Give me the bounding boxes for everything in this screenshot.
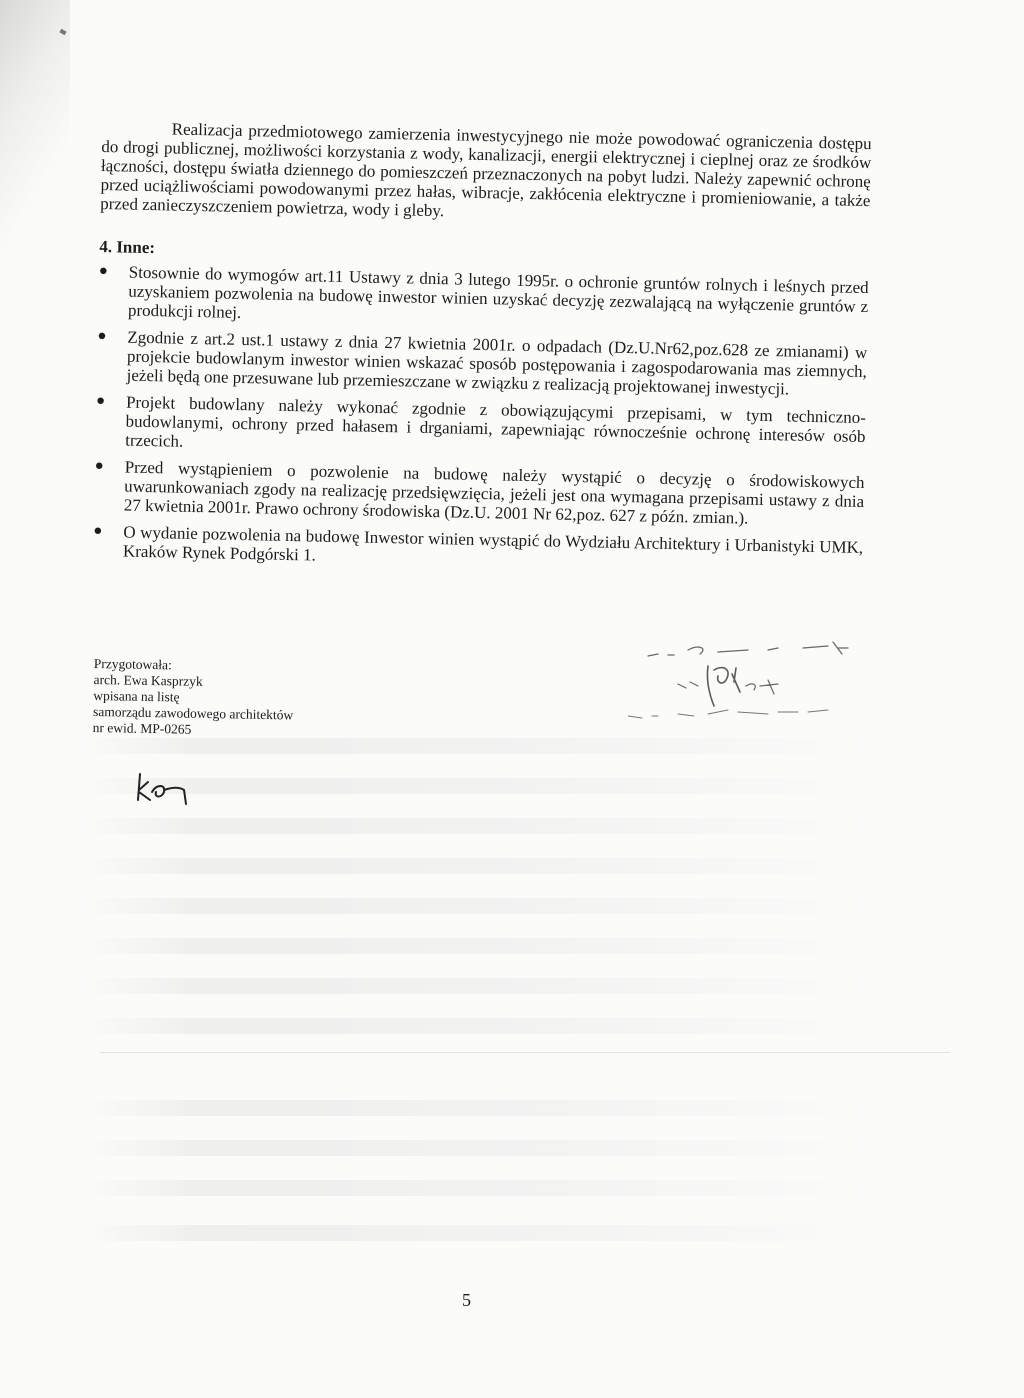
official-stamp-signature [628,636,858,736]
list-item-text: Zgodnie z art.2 ust.1 ustawy z dnia 27 kwietnia 2001r. o odpadach (Dz.U.Nr62,poz.628 ze zmianami) w projekcie budowlanym inwestor winien wskazać sposób postępowania i zagospodarowania mas ziemnych, jeżeli będą one przesuwane lub przemieszczane w związku z realizacją projektowanej inwestycji. [126,327,868,399]
bleed-through [80,1100,880,1116]
intro-paragraph: Realizacja przedmiotowego zamierzenia inwestycyjnego nie może powodować ograniczenia dostępu do drogi publicznej, możliwości korzystania z wody, kanalizacji, energii elektrycznej i cieplnej oraz ze środków łączności, dostępu światła dziennego do pomieszczeń przeznaczonych na pobyt ludzi. Należy zapewnić ochronę przed uciążliwościami powodowanymi przez hałas, wibracje, zakłócenia elektryczne i promieniowanie, a także przed zanieczyszczeniem powietrza, wody i gleby. [100,119,872,221]
bullet-icon: ● [95,392,106,410]
bullet-icon: ● [98,262,109,280]
handwritten-signature [134,770,204,810]
bleed-through [80,1140,880,1156]
page-number: 5 [462,1290,471,1310]
document-body [93,118,872,584]
bullet-icon: ● [93,522,103,540]
list-item [95,392,866,465]
bleed-through-rule [100,1052,950,1053]
preparer-registration: nr ewid. MP-0265 [92,719,192,737]
list-item-text: Projekt budowlany należy wykonać zgodnie z obowiązującymi przepisami, w tym techniczno-budowlanymi, ochrony przed hałasem i drganiami, zapewniając równocześnie ochronę interesów osób trzecich. [125,392,867,451]
list-item [96,327,867,400]
preparer-line: wpisana na listę [93,687,180,705]
bleed-through [80,1180,880,1196]
list-item-text: O wydanie pozwolenia na budowę Inwestor winien wystąpić do Wydziału Architektury i Urbanistyki UMK, Kraków Rynek Podgórski 1. [122,522,864,565]
bullet-icon: ● [94,457,104,475]
preparer-line: samorządu zawodowego architektów [92,703,294,723]
bleed-through [80,1018,880,1034]
prepared-by-label: Przygotowała: [93,656,172,673]
list-item [94,457,865,530]
bleed-through [80,738,880,754]
list-item [98,262,869,335]
list-item-text: Stosownie do wymogów art.11 Ustawy z dnia 3 lutego 1995r. o ochronie gruntów rolnych i leśnych przed uzyskaniem pozwolenia na budowę inwestor winien uzyskać decyzję zezwalającą na wyłączenie gruntów z produkcji rolnej. [127,262,869,322]
prepared-by-block [93,656,354,741]
list-item-text: Przed wystąpieniem o pozwolenie na budowę należy wystąpić o decyzję o środowiskowych uwarunkowaniach zgody na realizację przedsięwzięcia, jeżeli jest ona wymagana przepisami ustawy z dnia 27 kwietnia 2001r. Prawo ochrony środowiska (Dz.U. 2001 Nr 62,poz. 627 z późn. zmian.). [123,457,865,528]
section-heading: 4. Inne: [99,236,156,258]
bleed-through [80,858,880,874]
bullet-icon: ● [97,327,107,345]
bleed-through [80,898,880,914]
bleed-through [80,1225,880,1241]
list-item [93,522,864,576]
bleed-through [80,978,880,994]
bleed-through [80,938,880,954]
bleed-through [80,818,880,834]
requirements-list [93,262,869,576]
preparer-name: arch. Ewa Kasprzyk [93,671,203,689]
scan-edge-shadow [0,0,70,260]
